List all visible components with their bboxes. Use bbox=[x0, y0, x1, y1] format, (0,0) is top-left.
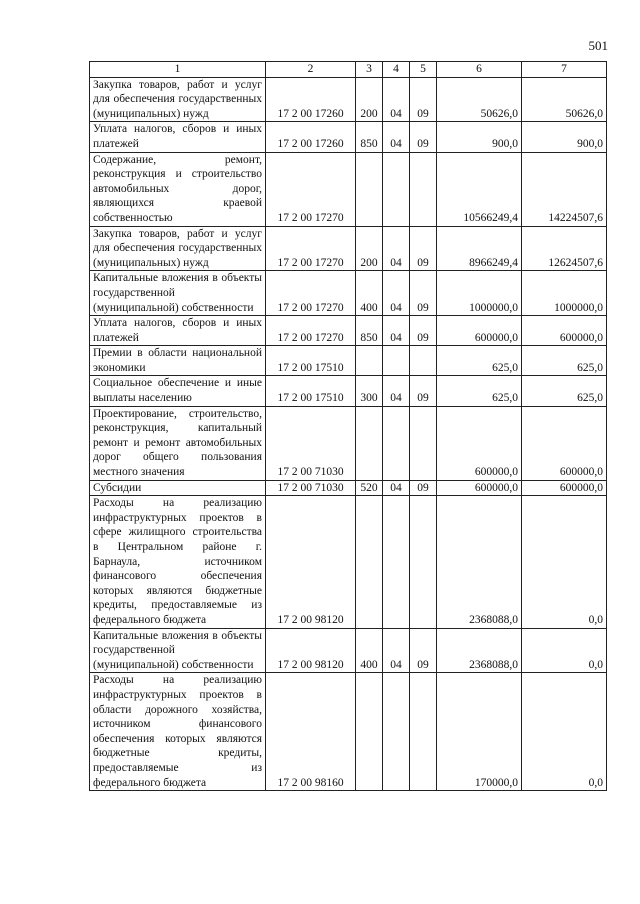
table-row bbox=[90, 406, 607, 480]
row-amount-1-cell: 625,0 bbox=[437, 376, 522, 406]
row-code-cell: 17 2 00 17270 bbox=[266, 152, 356, 226]
row-section-cell bbox=[383, 496, 410, 628]
row-amount-2-cell: 0,0 bbox=[522, 628, 607, 673]
row-code-cell: 17 2 00 17260 bbox=[266, 122, 356, 152]
row-name-cell: Капитальные вложения в объекты государственной (муниципальной) собственности bbox=[90, 628, 266, 673]
row-amount-1-cell: 2368088,0 bbox=[437, 628, 522, 673]
column-header: 6 bbox=[437, 62, 522, 78]
row-subsection-cell: 09 bbox=[410, 271, 437, 316]
row-amount-2-cell: 0,0 bbox=[522, 496, 607, 628]
table-row bbox=[90, 480, 607, 496]
row-amount-1-cell: 600000,0 bbox=[437, 406, 522, 480]
row-name-cell: Премии в области национальной экономики bbox=[90, 346, 266, 376]
row-code-cell: 17 2 00 98120 bbox=[266, 496, 356, 628]
row-expense-type-cell bbox=[356, 346, 383, 376]
row-expense-type-cell: 400 bbox=[356, 628, 383, 673]
row-expense-type-cell: 520 bbox=[356, 480, 383, 496]
row-expense-type-cell: 400 bbox=[356, 271, 383, 316]
row-subsection-cell: 09 bbox=[410, 226, 437, 271]
page-number: 501 bbox=[588, 38, 608, 53]
row-name-cell: Закупка товаров, работ и услуг для обеспечения государственных (муниципальных) нужд bbox=[90, 226, 266, 271]
row-section-cell bbox=[383, 673, 410, 791]
row-code-cell: 17 2 00 98160 bbox=[266, 673, 356, 791]
column-header: 1 bbox=[90, 62, 266, 78]
row-code-cell: 17 2 00 17260 bbox=[266, 77, 356, 122]
row-section-cell: 04 bbox=[383, 226, 410, 271]
column-header: 5 bbox=[410, 62, 437, 78]
row-section-cell bbox=[383, 406, 410, 480]
row-amount-1-cell: 1000000,0 bbox=[437, 271, 522, 316]
row-subsection-cell bbox=[410, 496, 437, 628]
row-name-cell: Социальное обеспечение и иные выплаты населению bbox=[90, 376, 266, 406]
row-amount-2-cell: 900,0 bbox=[522, 122, 607, 152]
column-header: 7 bbox=[522, 62, 607, 78]
row-amount-1-cell: 50626,0 bbox=[437, 77, 522, 122]
table-row bbox=[90, 271, 607, 316]
header-row bbox=[90, 62, 607, 78]
row-amount-1-cell: 2368088,0 bbox=[437, 496, 522, 628]
row-section-cell: 04 bbox=[383, 316, 410, 346]
row-expense-type-cell bbox=[356, 406, 383, 480]
row-expense-type-cell: 200 bbox=[356, 226, 383, 271]
row-subsection-cell: 09 bbox=[410, 77, 437, 122]
row-name-cell: Содержание, ремонт, реконструкция и строительство автомобильных дорог, являющихся краевой собственностью bbox=[90, 152, 266, 226]
table-row bbox=[90, 376, 607, 406]
row-expense-type-cell bbox=[356, 152, 383, 226]
row-subsection-cell: 09 bbox=[410, 316, 437, 346]
column-header: 2 bbox=[266, 62, 356, 78]
row-amount-1-cell: 600000,0 bbox=[437, 316, 522, 346]
row-code-cell: 17 2 00 71030 bbox=[266, 406, 356, 480]
row-amount-2-cell: 625,0 bbox=[522, 346, 607, 376]
row-name-cell: Проектирование, строительство, реконструкция, капитальный ремонт и ремонт автомобильных дорог общего пользования местного значения bbox=[90, 406, 266, 480]
table-row bbox=[90, 122, 607, 152]
table-row bbox=[90, 152, 607, 226]
row-section-cell: 04 bbox=[383, 271, 410, 316]
table-row bbox=[90, 226, 607, 271]
table-row bbox=[90, 496, 607, 628]
row-amount-1-cell: 900,0 bbox=[437, 122, 522, 152]
row-name-cell: Расходы на реализацию инфраструктурных проектов в сфере жилищного строительства в Центральном районе г. Барнаула, источником финансового обеспечения которых являются бюджетные кредиты, предоставляемые из федерального бюджета bbox=[90, 496, 266, 628]
table-row bbox=[90, 77, 607, 122]
table-row bbox=[90, 673, 607, 791]
row-section-cell: 04 bbox=[383, 122, 410, 152]
row-subsection-cell bbox=[410, 406, 437, 480]
row-section-cell: 04 bbox=[383, 77, 410, 122]
column-header: 3 bbox=[356, 62, 383, 78]
table-row bbox=[90, 628, 607, 673]
row-subsection-cell: 09 bbox=[410, 480, 437, 496]
row-code-cell: 17 2 00 17270 bbox=[266, 271, 356, 316]
row-amount-1-cell: 625,0 bbox=[437, 346, 522, 376]
row-amount-2-cell: 50626,0 bbox=[522, 77, 607, 122]
row-name-cell: Субсидии bbox=[90, 480, 266, 496]
row-amount-2-cell: 0,0 bbox=[522, 673, 607, 791]
row-amount-1-cell: 10566249,4 bbox=[437, 152, 522, 226]
row-code-cell: 17 2 00 17270 bbox=[266, 226, 356, 271]
row-section-cell bbox=[383, 152, 410, 226]
row-subsection-cell bbox=[410, 152, 437, 226]
row-expense-type-cell: 200 bbox=[356, 77, 383, 122]
row-subsection-cell: 09 bbox=[410, 628, 437, 673]
row-section-cell: 04 bbox=[383, 480, 410, 496]
row-expense-type-cell bbox=[356, 673, 383, 791]
row-amount-1-cell: 8966249,4 bbox=[437, 226, 522, 271]
row-expense-type-cell: 850 bbox=[356, 316, 383, 346]
row-subsection-cell: 09 bbox=[410, 376, 437, 406]
row-subsection-cell: 09 bbox=[410, 122, 437, 152]
row-amount-2-cell: 14224507,6 bbox=[522, 152, 607, 226]
row-expense-type-cell bbox=[356, 496, 383, 628]
budget-table bbox=[89, 61, 607, 791]
row-name-cell: Уплата налогов, сборов и иных платежей bbox=[90, 316, 266, 346]
row-amount-2-cell: 600000,0 bbox=[522, 316, 607, 346]
row-code-cell: 17 2 00 17270 bbox=[266, 316, 356, 346]
row-subsection-cell bbox=[410, 346, 437, 376]
row-amount-1-cell: 600000,0 bbox=[437, 480, 522, 496]
table-row bbox=[90, 346, 607, 376]
row-name-cell: Капитальные вложения в объекты государственной (муниципальной) собственности bbox=[90, 271, 266, 316]
row-code-cell: 17 2 00 98120 bbox=[266, 628, 356, 673]
row-expense-type-cell: 850 bbox=[356, 122, 383, 152]
table-row bbox=[90, 316, 607, 346]
row-section-cell bbox=[383, 346, 410, 376]
row-section-cell: 04 bbox=[383, 628, 410, 673]
row-expense-type-cell: 300 bbox=[356, 376, 383, 406]
row-amount-2-cell: 600000,0 bbox=[522, 406, 607, 480]
row-name-cell: Уплата налогов, сборов и иных платежей bbox=[90, 122, 266, 152]
row-code-cell: 17 2 00 17510 bbox=[266, 376, 356, 406]
row-code-cell: 17 2 00 71030 bbox=[266, 480, 356, 496]
row-subsection-cell bbox=[410, 673, 437, 791]
row-amount-2-cell: 625,0 bbox=[522, 376, 607, 406]
row-name-cell: Закупка товаров, работ и услуг для обеспечения государственных (муниципальных) нужд bbox=[90, 77, 266, 122]
row-amount-2-cell: 600000,0 bbox=[522, 480, 607, 496]
row-amount-2-cell: 1000000,0 bbox=[522, 271, 607, 316]
row-amount-2-cell: 12624507,6 bbox=[522, 226, 607, 271]
row-amount-1-cell: 170000,0 bbox=[437, 673, 522, 791]
row-name-cell: Расходы на реализацию инфраструктурных проектов в области дорожного хозяйства, источником финансового обеспечения которых являются бюджетные кредиты, предоставляемые из федерального бюджета bbox=[90, 673, 266, 791]
column-header: 4 bbox=[383, 62, 410, 78]
row-section-cell: 04 bbox=[383, 376, 410, 406]
row-code-cell: 17 2 00 17510 bbox=[266, 346, 356, 376]
